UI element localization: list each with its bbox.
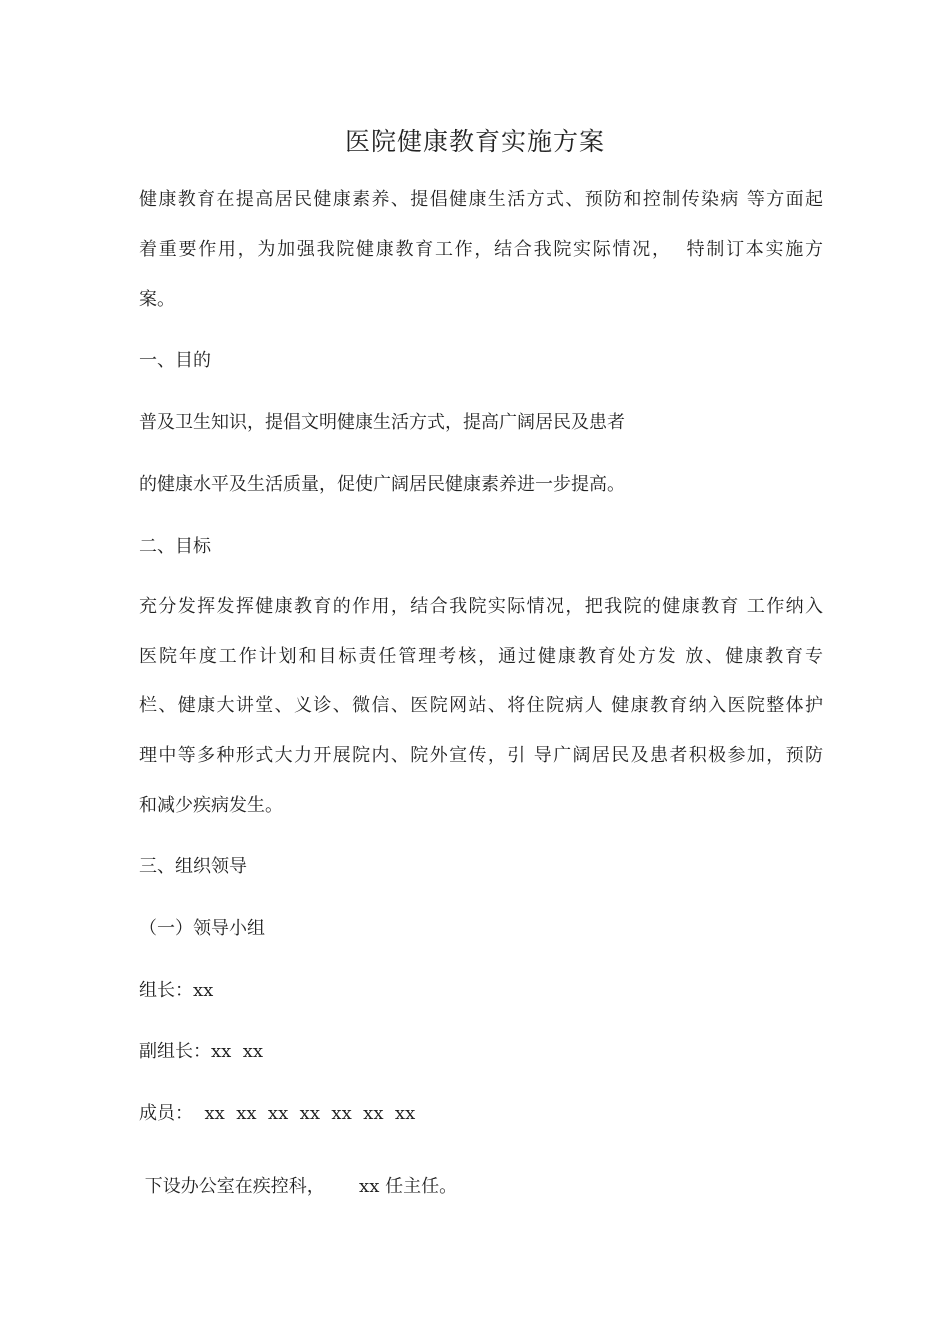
section-heading-purpose: 一、目的 xyxy=(139,350,211,371)
subheading-leadership-group: （一）领导小组 xyxy=(139,918,265,939)
goal-line-1: 充分发挥发挥健康教育的作用，结合我院实际情况，把我院的健康教育 工作纳入 xyxy=(139,596,823,617)
intro-line-2: 着重要作用，为加强我院健康教育工作，结合我院实际情况， 特制订本实施方 xyxy=(139,239,823,260)
goal-line-3: 栏、健康大讲堂、义诊、微信、医院网站、将住院病人 健康教育纳入医院整体护 xyxy=(139,695,823,716)
group-members: 成员： xx xx xx xx xx xx xx xyxy=(139,1103,416,1124)
goal-line-2: 医院年度工作计划和目标责任管理考核，通过健康教育处方发 放、健康教育专 xyxy=(139,646,823,667)
office-info: 下设办公室在疾控科， xx 任主任。 xyxy=(139,1176,458,1197)
group-leader: 组长：xx xyxy=(139,980,214,1001)
intro-line-3: 案。 xyxy=(139,289,175,310)
section-heading-organization: 三、组织领导 xyxy=(139,856,247,877)
purpose-line-1: 普及卫生知识，提倡文明健康生活方式，提高广阔居民及患者 xyxy=(139,412,625,433)
section-heading-goal: 二、目标 xyxy=(139,536,211,557)
document-title: 医院健康教育实施方案 xyxy=(344,127,605,156)
goal-line-5: 和减少疾病发生。 xyxy=(139,795,283,816)
goal-line-4: 理中等多种形式大力开展院内、院外宣传，引 导广阔居民及患者积极参加，预防 xyxy=(139,745,823,766)
intro-line-1: 健康教育在提高居民健康素养、提倡健康生活方式、预防和控制传染病 等方面起 xyxy=(139,189,823,210)
deputy-leader: 副组长：xx xx xyxy=(139,1041,264,1062)
purpose-line-2: 的健康水平及生活质量，促使广阔居民健康素养进一步提高。 xyxy=(139,474,625,495)
